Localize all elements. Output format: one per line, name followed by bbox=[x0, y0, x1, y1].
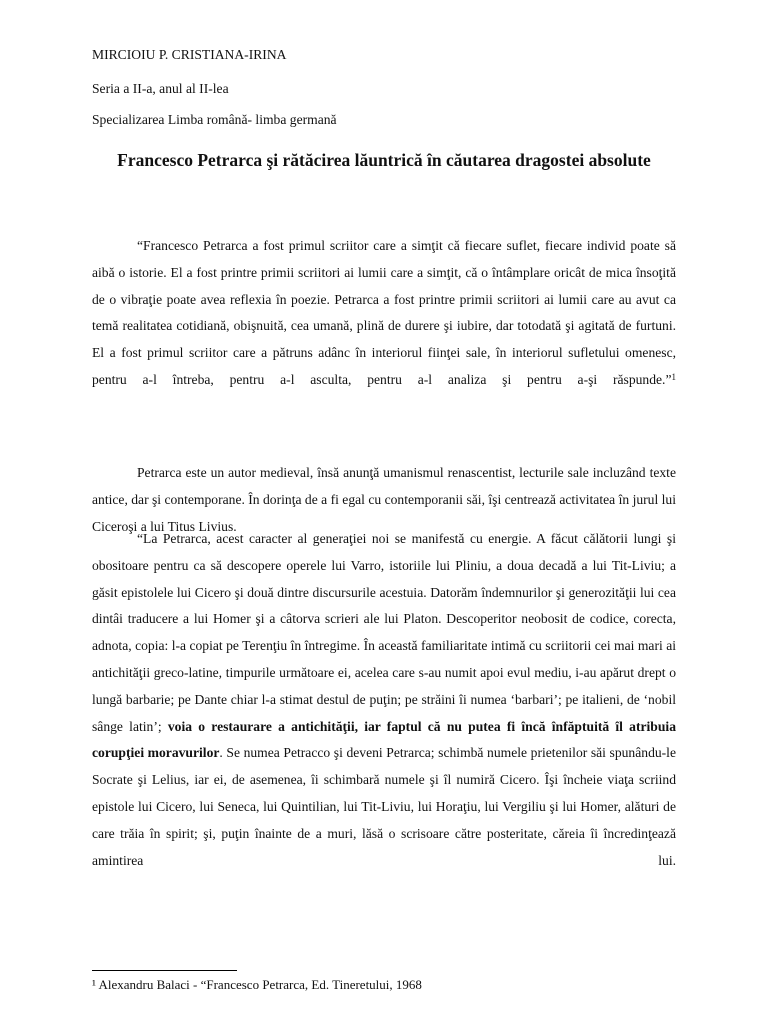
series-line: Seria a II-a, anul al II-lea bbox=[92, 81, 229, 96]
footnote bbox=[92, 976, 422, 994]
footnote-text: Alexandru Balaci - “Francesco Petrarca, Ed. Tineretului, 1968 bbox=[98, 977, 422, 992]
paragraph-2-text: Petrarca este un autor medieval, însă anunţă umanismul renascentist, lecturile sale incluzând texte antice, dar şi contemporane. În dorinţa de a fi egal cu contemporanii săi, îşi centrează activitatea în jurul lui Ciceroşi a lui Titus Livius. bbox=[92, 465, 676, 534]
paragraph-1 bbox=[92, 233, 676, 394]
paragraph-1-text: “Francesco Petrarca a fost primul scriitor care a simţit că fiecare suflet, fiecare individ poate să aibă o istorie. El a fost printre primii scriitori ai lumii care a simţit, că o întâmplare oricât de mica însoţită de o vibraţie poate avea reflexia în poezie. Petrarca a fost printre primii scriitori ai lumii care au avut ca temă realitatea cotidiană, obişnuită, cea umană, plină de durere şi iubire, dar totodată şi agitată de furtuni. El a fost primul scriitor care a pătruns adânc în interiorul fiinţei sale, în interiorul sufletului omenesc, pentru a-l întreba, pentru a-l asculta, pentru a-l analiza şi pentru a-şi răspunde.” bbox=[92, 238, 676, 387]
paragraph-3-text-end: . Se numea Petracco şi deveni Petrarca; schimbă numele prietenilor săi spunându-le Socrate şi Lelius, iar ei, de asemenea, îi schimbară numele şi îl numiră Cicero. Îşi încheie viaţa scriind epistole lui Cicero, lui Seneca, lui Quintilian, lui Tit-Liviu, lui Horaţiu, lui Vergiliu şi lui Homer, alături de care trăia în spirit; şi, puţin înainte de a muri, lăsă o scrisoare către posteritate, căreia îi încredinţează amintirea lui. bbox=[92, 745, 676, 868]
paragraph-3-bold-text: voia o restaurare a antichităţii, iar faptul că nu putea fi încă înfăptuită îl atribuia corupţiei moravurilor bbox=[92, 718, 676, 761]
document-title: Francesco Petrarca şi rătăcirea lăuntrică în căutarea dragostei absolute bbox=[117, 150, 651, 170]
footnote-reference: 1 bbox=[671, 371, 676, 382]
paragraph-3-text-start: “La Petrarca, acest caracter al generaţiei noi se manifestă cu energie. A făcut călătorii lungi şi obositoare pentru ca să descopere operele lui Varro, istoriile lui Pliniu, a doua decadă a lui Tit-Liviu; a găsit epistolele lui Cicero şi două dintre discursurile acestuia. Datorăm îndemnurilor şi generozităţii lui cea dintâi traducere a lui Homer şi a câtorva scrieri ale lui Platon. Descoperitor neobosit de codice, corecta, adnota, copia: l-a copiat pe Terenţiu în întregime. În această familiaritate intimă cu scriitorii cei mai mari ai antichităţii greco-latine, timpurile următoare ei, acelea care s-au numit apoi evul mediu, i-au apărut drept o lungă barbarie; pe Dante chiar l-a stimat destul de puţin; pe străini îi numea ‘barbari’; pe italieni, de ‘nobil sânge latin’; bbox=[92, 531, 676, 734]
author-name: MIRCIOIU P. CRISTIANA-IRINA bbox=[92, 47, 287, 62]
paragraph-3 bbox=[92, 526, 676, 874]
specialization-line: Specializarea Limba română- limba germană bbox=[92, 112, 337, 127]
footnote-separator bbox=[92, 970, 237, 971]
footnote-marker: ¹ bbox=[92, 977, 96, 992]
